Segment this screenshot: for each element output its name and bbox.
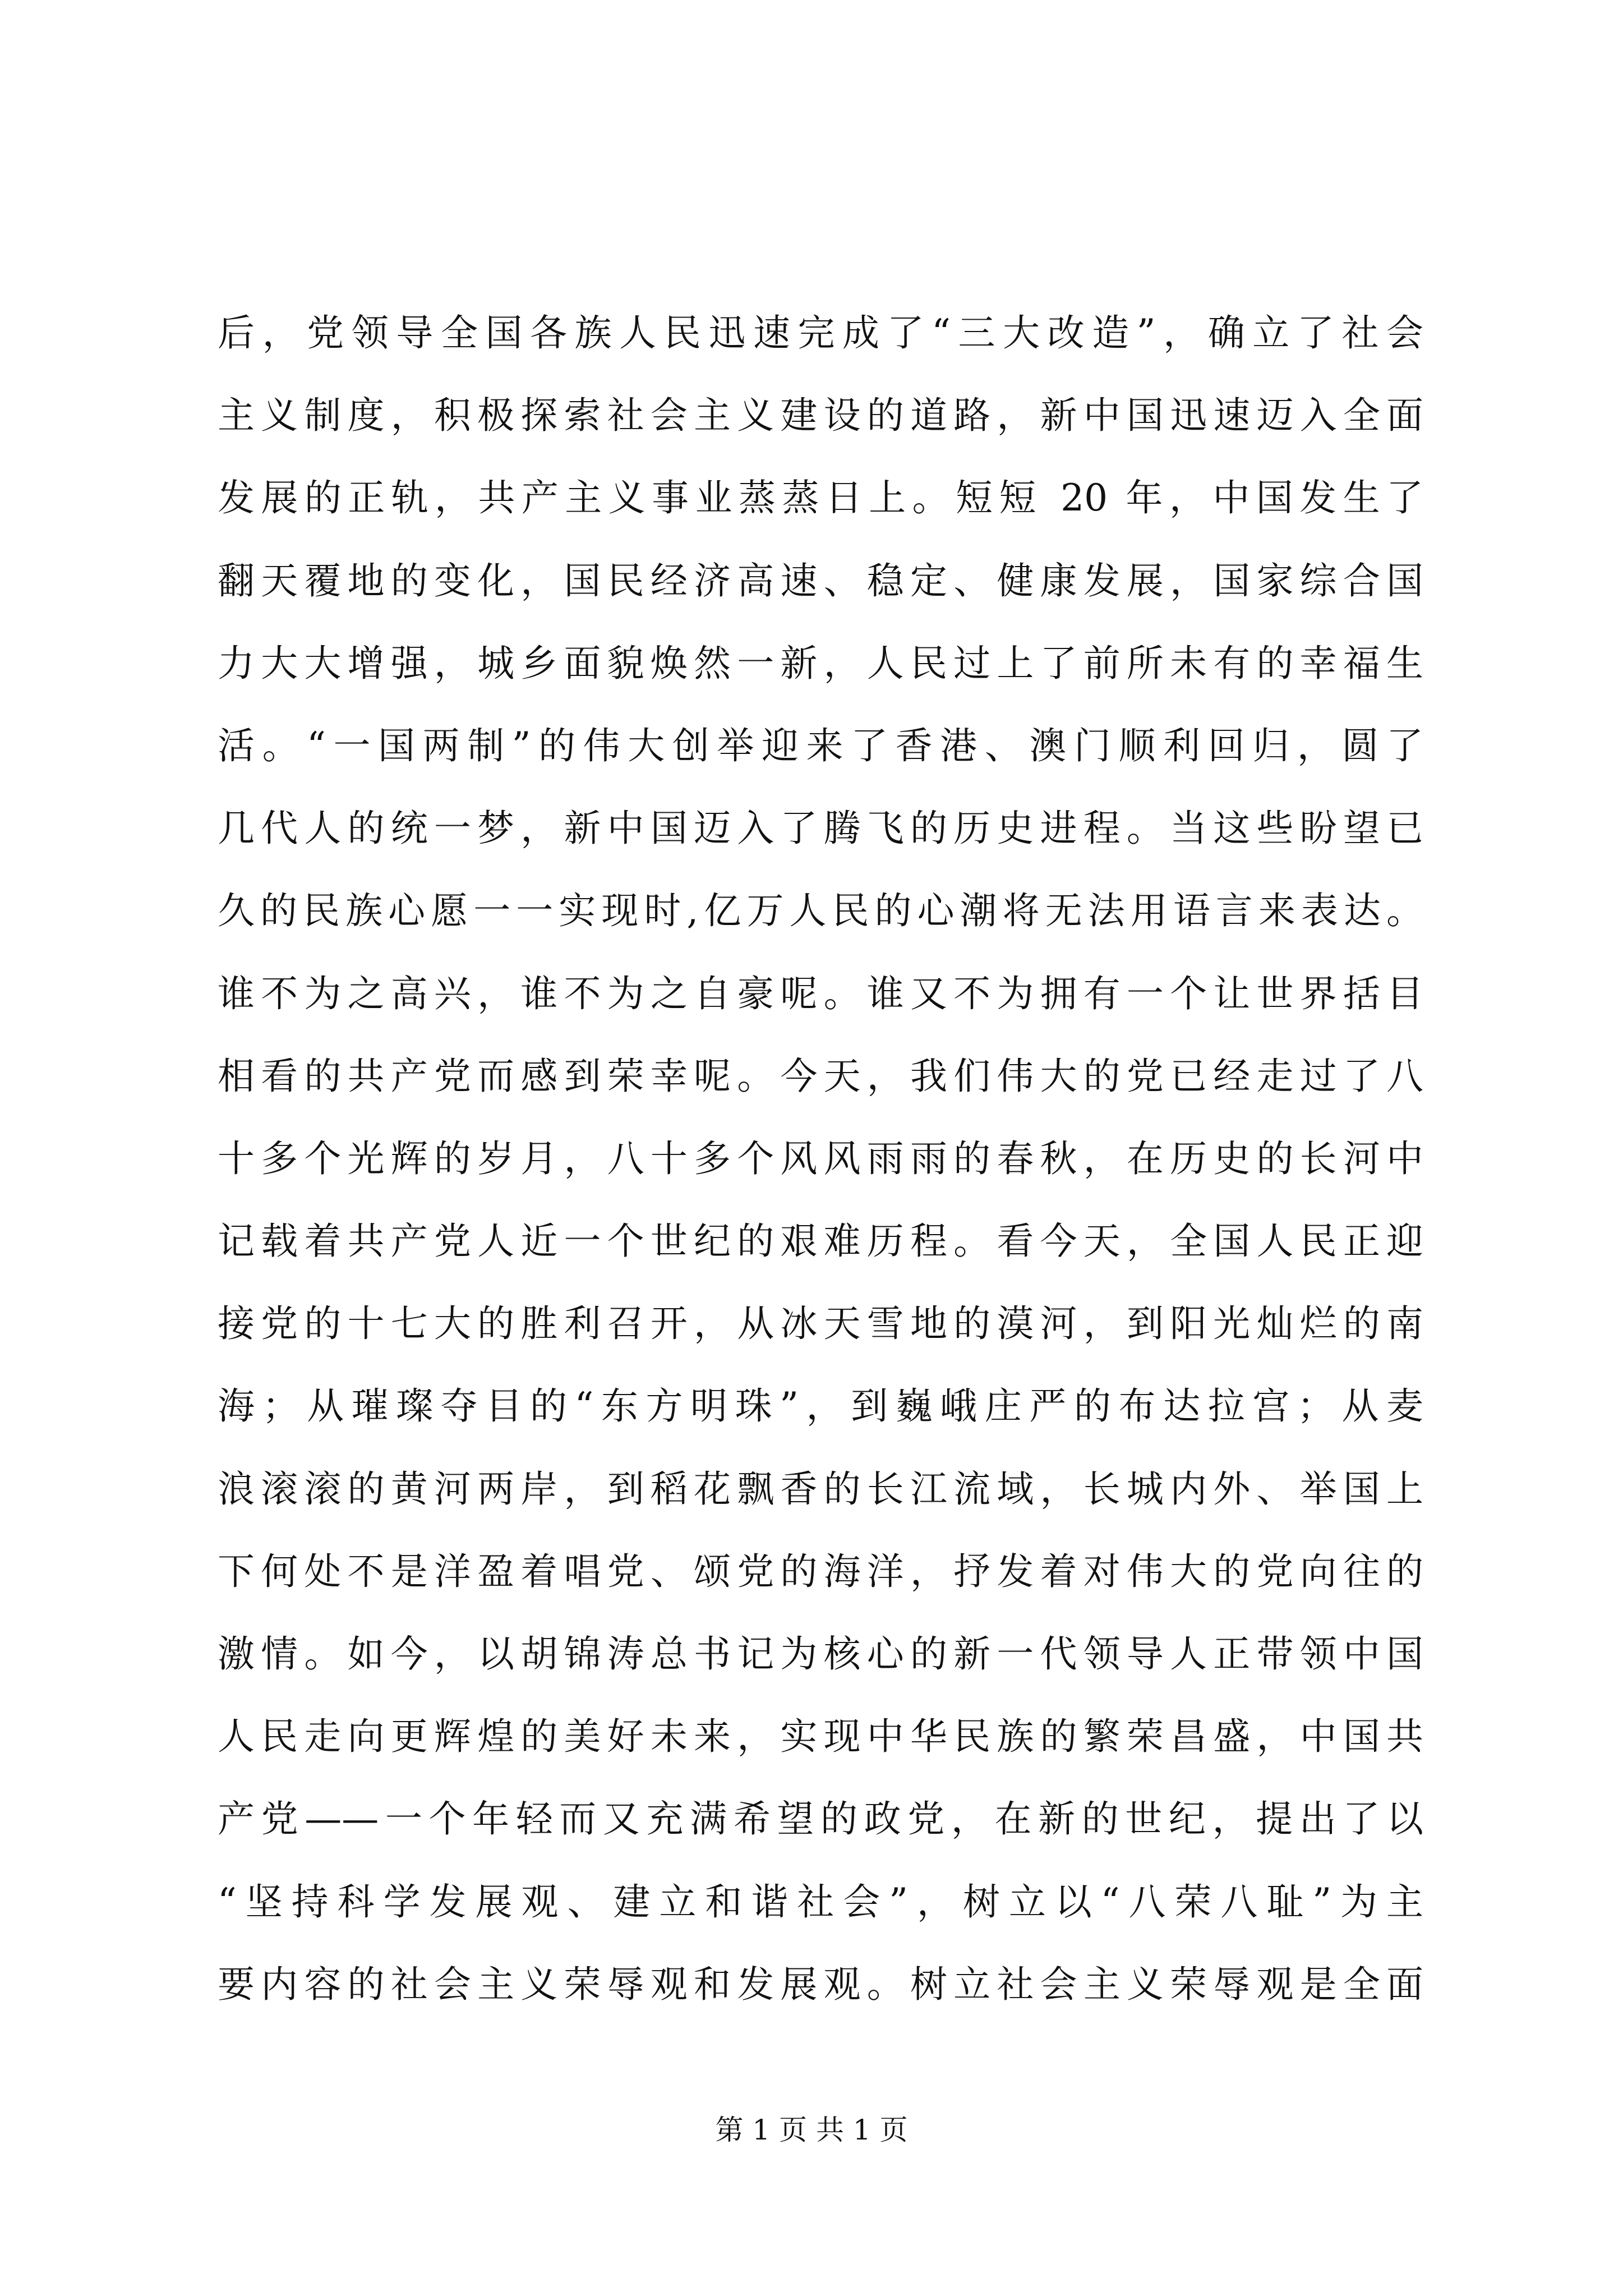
text-line: 人民走向更辉煌的美好未来，实现中华民族的繁荣昌盛，中国共	[218, 1715, 1423, 1759]
text-line: 记载着共产党人近一个世纪的艰难历程。看今天，全国人民正迎	[218, 1220, 1423, 1263]
text-line: 力大大增强，城乡面貌焕然一新，人民过上了前所未有的幸福生	[218, 641, 1423, 685]
text-line: 翻天覆地的变化，国民经济高速、稳定、健康发展，国家综合国	[218, 559, 1423, 602]
text-line: 下何处不是洋盈着唱党、颂党的海洋，抒发着对伟大的党向往的	[218, 1549, 1423, 1593]
text-line: 激情。如今，以胡锦涛总书记为核心的新一代领导人正带领中国	[218, 1632, 1423, 1676]
text-line: 海；从璀璨夺目的“东方明珠”，到巍峨庄严的布达拉宫；从麦	[218, 1384, 1423, 1428]
text-line: 相看的共产党而感到荣幸呢。今天，我们伟大的党已经走过了八	[218, 1054, 1423, 1098]
text-line: 后，党领导全国各族人民迅速完成了“三大改造”，确立了社会	[218, 311, 1423, 355]
text-line: “坚持科学发展观、建立和谐社会”，树立以“八荣八耻”为主	[218, 1880, 1423, 1924]
text-line: 几代人的统一梦，新中国迈入了腾飞的历史进程。当这些盼望已	[218, 807, 1423, 850]
body-text	[218, 292, 1423, 2026]
text-line: 发展的正轨，共产主义事业蒸蒸日上。短短 20 年，中国发生了	[218, 476, 1423, 520]
text-line: 久的民族心愿一一实现时,亿万人民的心潮将无法用语言来表达。	[218, 889, 1423, 933]
text-line: 产党——一个年轻而又充满希望的政党，在新的世纪，提出了以	[218, 1797, 1423, 1841]
text-line: 十多个光辉的岁月，八十多个风风雨雨的春秋，在历史的长河中	[218, 1137, 1423, 1180]
text-line: 接党的十七大的胜利召开，从冰天雪地的漠河，到阳光灿烂的南	[218, 1302, 1423, 1346]
text-line: 要内容的社会主义荣辱观和发展观。树立社会主义荣辱观是全面	[218, 1962, 1423, 2006]
text-line: 活。“一国两制”的伟大创举迎来了香港、澳门顺利回归，圆了	[218, 724, 1423, 767]
text-line: 主义制度，积极探索社会主义建设的道路，新中国迅速迈入全面	[218, 394, 1423, 438]
text-line: 浪滚滚的黄河两岸，到稻花飘香的长江流域，长城内外、举国上	[218, 1467, 1423, 1511]
text-line: 谁不为之高兴，谁不为之自豪呢。谁又不为拥有一个让世界括目	[218, 972, 1423, 1015]
page-footer: 第 1 页 共 1 页	[715, 2114, 908, 2146]
